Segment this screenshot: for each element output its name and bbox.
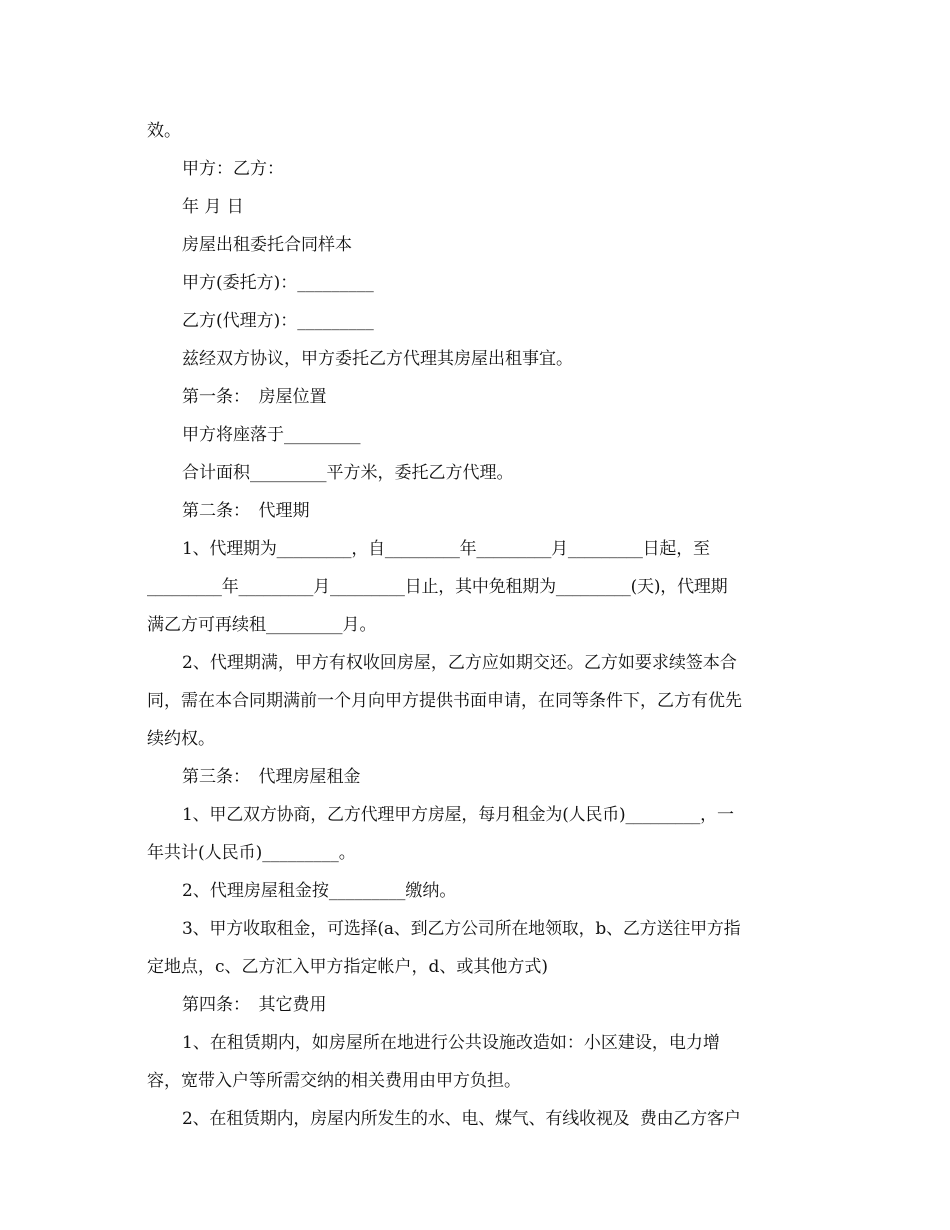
text-line: 容，宽带入户等所需交纳的相关费用由甲方负担。 — [147, 1071, 521, 1091]
text-line: 2、代理房屋租金按_________缴纳。 — [182, 881, 457, 901]
text-line: 1、代理期为_________，自_________年_________月_________日起，至 — [182, 539, 710, 559]
text-line: 甲方将座落于_________ — [182, 425, 361, 445]
text-line: _________年_________月_________日止，其中免租期为_________(天)，代理期 — [147, 577, 728, 597]
text-line: 年 月 日 — [182, 197, 244, 217]
article-heading: 第二条： 代理期 — [182, 501, 310, 521]
text-line: 乙方(代理方)：_________ — [182, 311, 374, 331]
text-line: 2、在租赁期内，房屋内所发生的水、电、煤气、有线收视及 费由乙方客户 — [182, 1109, 741, 1129]
text-line: 3、甲方收取租金，可选择(a、到乙方公司所在地领取，b、乙方送往甲方指 — [182, 919, 741, 939]
text-line: 1、在租赁期内，如房屋所在地进行公共设施改造如：小区建设，电力增 — [182, 1033, 720, 1053]
contract-title: 房屋出租委托合同样本 — [182, 235, 352, 255]
text-line: 1、甲乙双方协商，乙方代理甲方房屋，每月租金为(人民币)_________，一 — [182, 805, 734, 825]
text-line: 续约权。 — [147, 729, 215, 749]
text-line: 定地点，c、乙方汇入甲方指定帐户，d、或其他方式) — [147, 957, 549, 977]
text-line: 满乙方可再续租_________月。 — [147, 615, 377, 635]
text-line: 年共计(人民币)_________。 — [147, 843, 356, 863]
document-body — [147, 112, 801, 1138]
text-line: 合计面积_________平方米，委托乙方代理。 — [182, 463, 514, 483]
text-line: 效。 — [147, 121, 181, 141]
text-line: 甲方：乙方： — [182, 159, 284, 179]
text-line: 同，需在本合同期满前一个月向甲方提供书面申请，在同等条件下，乙方有优先 — [147, 691, 742, 711]
article-heading: 第三条： 代理房屋租金 — [182, 767, 361, 787]
text-line: 甲方(委托方)：_________ — [182, 273, 374, 293]
article-heading: 第四条： 其它费用 — [182, 995, 327, 1015]
text-line: 兹经双方协议，甲方委托乙方代理其房屋出租事宜。 — [182, 349, 573, 369]
text-line: 2、代理期满，甲方有权收回房屋，乙方应如期交还。乙方如要求续签本合 — [182, 653, 737, 673]
article-heading: 第一条： 房屋位置 — [182, 387, 327, 407]
